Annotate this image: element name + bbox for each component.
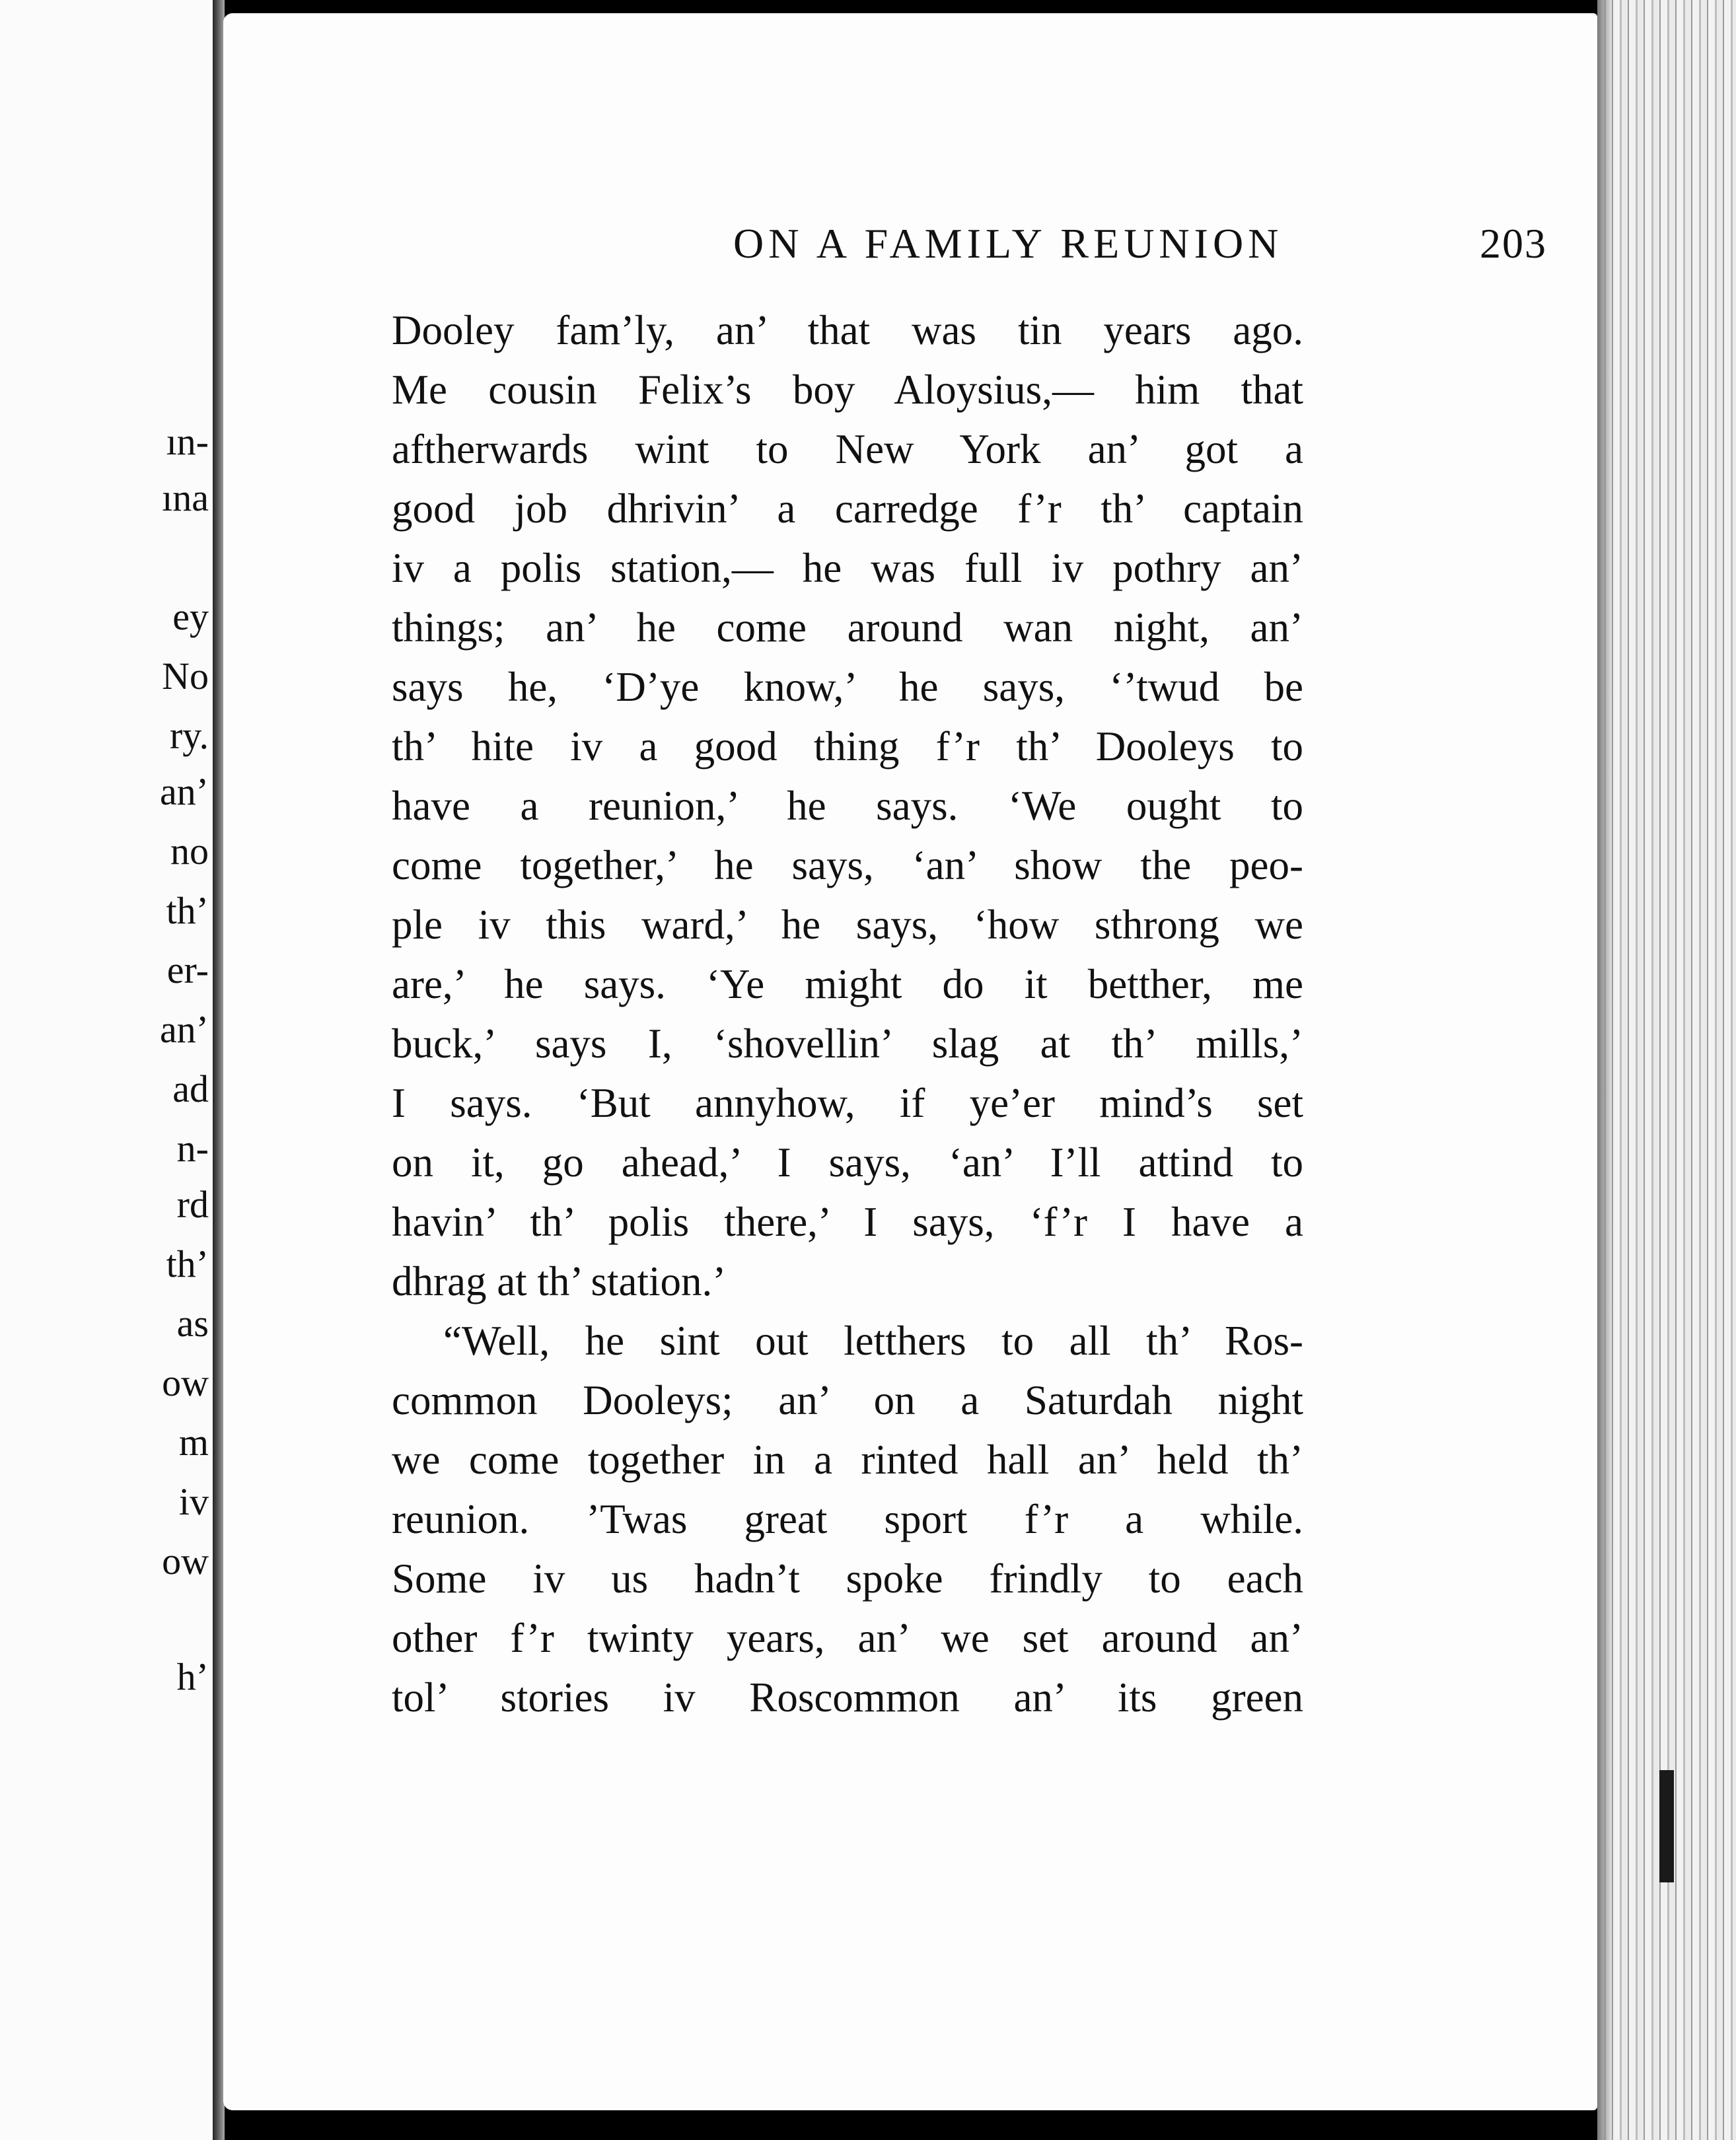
left-page-fragment: ına bbox=[162, 476, 209, 519]
left-page-fragment: h’ bbox=[176, 1655, 209, 1698]
text-line: I says. ‘But annyhow, if ye’er mind’s set bbox=[392, 1080, 1303, 1126]
left-page-fragment: ow bbox=[162, 1361, 209, 1404]
text-line: come together,’ he says, ‘an’ show the peo- bbox=[392, 842, 1303, 888]
text-line: buck,’ says I, ‘shovellin’ slag at th’ mills,’ bbox=[392, 1020, 1303, 1067]
left-page-fragment: n- bbox=[176, 1127, 209, 1170]
text-line: th’ hite iv a good thing f’r th’ Dooleys to bbox=[392, 723, 1303, 769]
text-line: Me cousin Felix’s boy Aloysius,— him that bbox=[392, 367, 1303, 413]
left-page-fragment: ow bbox=[162, 1540, 209, 1583]
text-line: Dooley fam’ly, an’ that was tin years ago. bbox=[392, 307, 1303, 353]
text-line: on it, go ahead,’ I says, ‘an’ I’ll attind to bbox=[392, 1139, 1303, 1186]
text-line: dhrag at th’ station.’ bbox=[392, 1258, 727, 1304]
left-page-fragment: ey bbox=[172, 595, 209, 638]
text-line: we come together in a rinted hall an’ held th’ bbox=[392, 1437, 1303, 1483]
left-page-fragment: th’ bbox=[166, 889, 209, 932]
text-line: says he, ‘D’ye know,’ he says, ‘’twud be bbox=[392, 664, 1303, 710]
left-page-fragment: er- bbox=[166, 948, 209, 991]
page-edge-shadow bbox=[1597, 0, 1613, 2140]
text-line: havin’ th’ polis there,’ I says, ‘f’r I have a bbox=[392, 1199, 1303, 1245]
left-page-fragment: an’ bbox=[159, 770, 209, 813]
text-line: common Dooleys; an’ on a Saturdah night bbox=[392, 1377, 1303, 1423]
text-line: are,’ he says. ‘Ye might do it betther, me bbox=[392, 961, 1303, 1007]
page-edge-mark bbox=[1659, 1770, 1674, 1882]
text-line: ple iv this ward,’ he says, ‘how sthrong we bbox=[392, 902, 1303, 948]
left-page-fragment: iv bbox=[178, 1480, 209, 1523]
text-line: iv a polis station,— he was full iv pothry an’ bbox=[392, 545, 1303, 591]
facing-page-left bbox=[0, 0, 213, 2140]
left-page-fragment: as bbox=[176, 1302, 209, 1345]
left-page-fragment: ın- bbox=[166, 420, 209, 463]
left-page-fragment: m bbox=[178, 1421, 209, 1464]
left-page-fragment: ad bbox=[172, 1067, 209, 1110]
left-page-fragment: no bbox=[170, 830, 209, 873]
text-line: Some iv us hadn’t spoke frindly to each bbox=[392, 1555, 1303, 1602]
text-line: other f’r twinty years, an’ we set around an’ bbox=[392, 1615, 1303, 1661]
body-text bbox=[392, 301, 1303, 1727]
page-number: 203 bbox=[1480, 220, 1547, 267]
text-line: “Well, he sint out letthers to all th’ Ros- bbox=[443, 1318, 1303, 1364]
left-page-fragment: ry. bbox=[169, 714, 209, 757]
text-line: good job dhrivin’ a carredge f’r th’ captain bbox=[392, 485, 1303, 532]
running-title: ON A FAMILY REUNION bbox=[733, 220, 1284, 267]
left-page-fragment: No bbox=[162, 655, 209, 697]
text-line: have a reunion,’ he says. ‘We ought to bbox=[392, 783, 1303, 829]
text-line: tol’ stories iv Roscommon an’ its green bbox=[392, 1674, 1303, 1721]
left-page-fragment: an’ bbox=[159, 1008, 209, 1051]
text-line: aftherwards wint to New York an’ got a bbox=[392, 426, 1303, 472]
text-line: things; an’ he come around wan night, an’ bbox=[392, 604, 1303, 651]
left-page-fragment: th’ bbox=[166, 1242, 209, 1285]
left-page-fragment: rd bbox=[176, 1183, 209, 1226]
book-page bbox=[223, 13, 1597, 2110]
text-line: reunion. ’Twas great sport f’r a while. bbox=[392, 1496, 1303, 1542]
